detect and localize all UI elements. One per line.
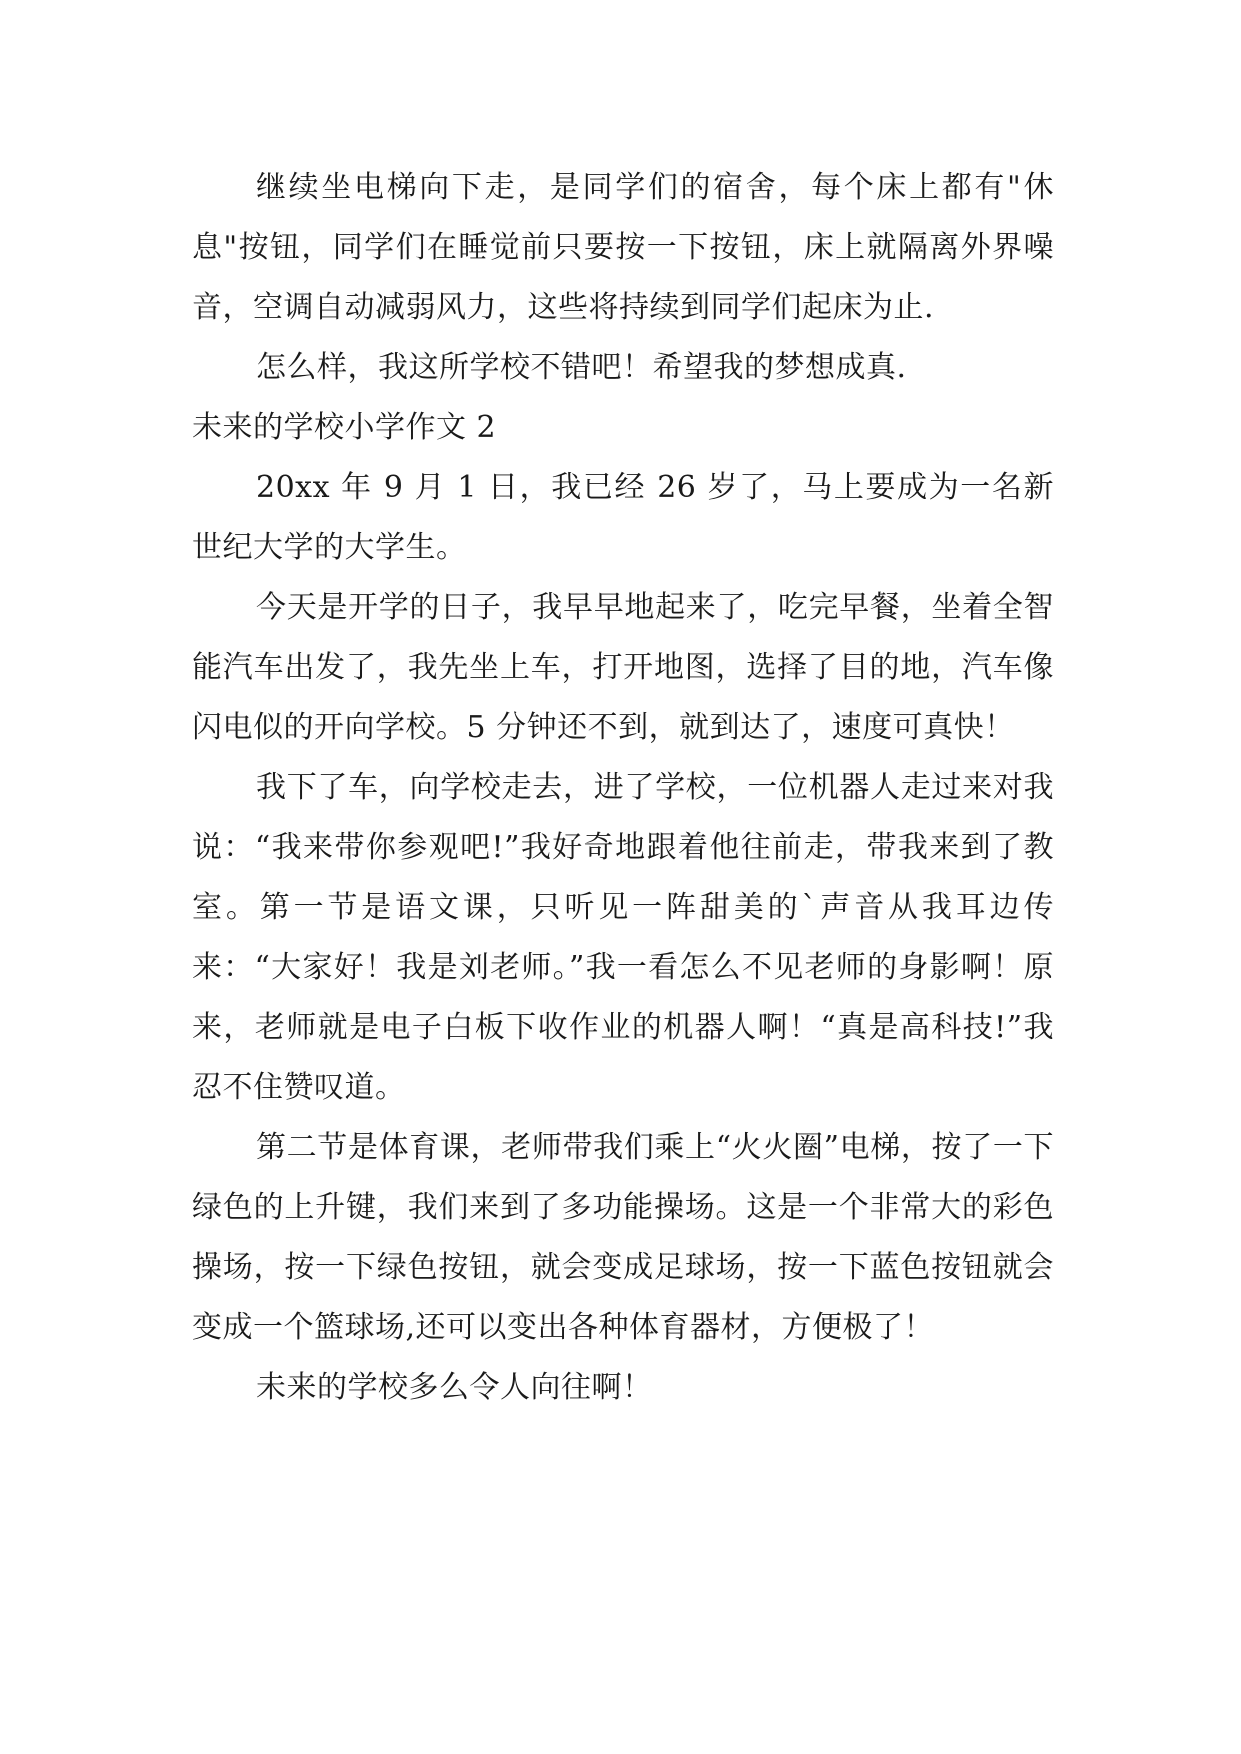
paragraph-school-day: 今天是开学的日子，我早早地起来了，吃完早餐，坐着全智能汽车出发了，我先坐上车，打开地图，选择了目的地，汽车像闪电似的开向学校。5 分钟还不到，就到达了，速度可真快！ <box>192 590 1054 745</box>
essay-heading-2: 未来的学校小学作文 2 <box>192 410 497 445</box>
paragraph-pe-class: 第二节是体育课，老师带我们乘上“火火圈”电梯，按了一下绿色的上升键，我们来到了多功能操场。这是一个非常大的彩色操场，按一下绿色按钮，就会变成足球场，按一下蓝色按钮就会变成一个篮球场,还可以变出各种体育器材，方便极了！ <box>192 1130 1054 1345</box>
document-body <box>192 158 1054 1418</box>
paragraph-date-intro: 20xx 年 9 月 1 日，我已经 26 岁了，马上要成为一名新世纪大学的大学生。 <box>192 470 1054 565</box>
paragraph-robot-teacher: 我下了车，向学校走去，进了学校，一位机器人走过来对我说：“我来带你参观吧!”我好奇地跟着他往前走，带我来到了教室。第一节是语文课，只听见一阵甜美的`声音从我耳边传来：“大家好！我是刘老师。”我一看怎么不见老师的身影啊！原来，老师就是电子白板下收作业的机器人啊！“真是高科技!”我忍不住赞叹道。 <box>192 770 1054 1105</box>
paragraph-conclusion-2: 未来的学校多么令人向往啊！ <box>256 1370 653 1405</box>
paragraph-conclusion-1: 怎么样，我这所学校不错吧！希望我的梦想成真. <box>256 350 907 385</box>
paragraph-dormitory: 继续坐电梯向下走，是同学们的宿舍，每个床上都有"休息"按钮，同学们在睡觉前只要按一下按钮，床上就隔离外界噪音，空调自动减弱风力，这些将持续到同学们起床为止. <box>192 170 1054 325</box>
